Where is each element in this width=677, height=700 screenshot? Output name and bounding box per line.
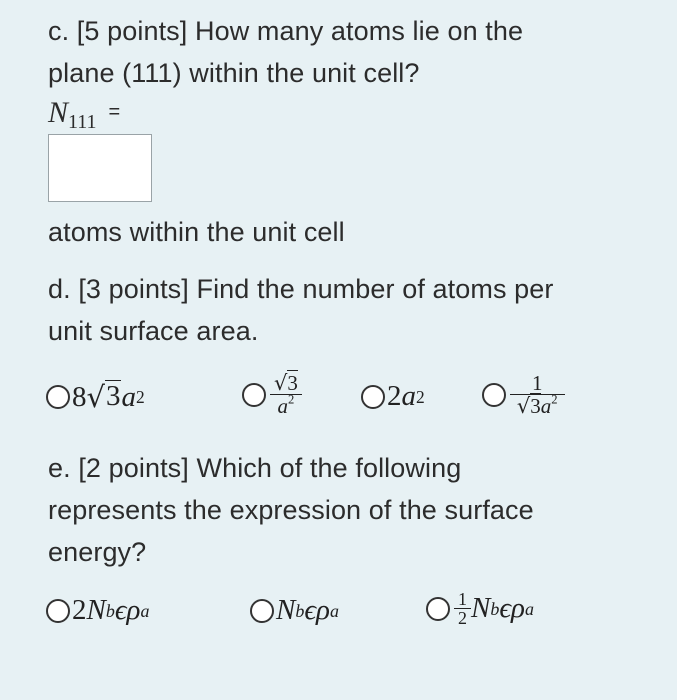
part-d-option-4[interactable] bbox=[482, 372, 565, 417]
radical-icon: √ bbox=[274, 371, 288, 395]
part-c-question bbox=[48, 10, 523, 94]
radio-button[interactable] bbox=[46, 599, 70, 623]
n111-label bbox=[48, 96, 120, 136]
epsilon: ϵ bbox=[304, 594, 317, 626]
radical-icon: √ bbox=[516, 394, 531, 418]
part-d-option-3[interactable]: 2 a 2 bbox=[361, 380, 425, 413]
rho: ρ bbox=[316, 594, 330, 626]
coef: 8 bbox=[72, 380, 87, 413]
var: a bbox=[121, 380, 136, 413]
part-d-options bbox=[46, 372, 646, 432]
denominator bbox=[513, 392, 562, 418]
var: a bbox=[401, 380, 416, 412]
rho: ρ bbox=[126, 594, 141, 626]
radicand: 3 bbox=[287, 371, 298, 395]
numerator bbox=[270, 372, 302, 395]
var: a bbox=[540, 394, 552, 418]
coef: 2 bbox=[387, 380, 402, 412]
part-c-line-1: c. [5 points] How many atoms lie on the bbox=[48, 16, 524, 46]
radicand: 3 bbox=[105, 380, 121, 412]
epsilon: ϵ bbox=[114, 594, 127, 626]
coef: 2 bbox=[72, 594, 87, 626]
part-e-options bbox=[46, 590, 646, 650]
radio-button[interactable] bbox=[426, 597, 450, 621]
radio-button[interactable] bbox=[482, 383, 506, 407]
exponent: 2 bbox=[288, 392, 295, 407]
n-symbol: N bbox=[48, 96, 69, 129]
part-e-question bbox=[48, 447, 534, 573]
fraction bbox=[454, 590, 471, 627]
epsilon: ϵ bbox=[499, 592, 512, 624]
part-e-option-2[interactable]: N b ϵ ρ a bbox=[250, 594, 339, 627]
part-e-line-1: e. [2 points] Which of the following bbox=[48, 453, 462, 483]
radio-button[interactable] bbox=[242, 383, 266, 407]
numerator: 1 bbox=[454, 590, 471, 609]
fraction bbox=[510, 372, 565, 417]
part-e-line-2: represents the expression of the surface bbox=[48, 495, 534, 525]
radio-button[interactable] bbox=[46, 385, 70, 409]
n-subscript: 111 bbox=[68, 111, 97, 133]
numerator: 1 bbox=[510, 372, 565, 395]
part-c-line-2: plane (111) within the unit cell? bbox=[48, 58, 420, 88]
fraction bbox=[270, 372, 302, 417]
radical-icon: √ bbox=[86, 380, 105, 414]
part-e-line-3: energy? bbox=[48, 537, 147, 567]
answer-input-box[interactable] bbox=[48, 134, 152, 202]
part-d-line-1: d. [3 points] Find the number of atoms per bbox=[48, 274, 554, 304]
part-c-unit-text: atoms within the unit cell bbox=[48, 217, 345, 247]
var-n: N bbox=[276, 594, 296, 626]
rho: ρ bbox=[511, 592, 525, 624]
denominator: 2 bbox=[458, 608, 467, 628]
var: a bbox=[277, 394, 289, 418]
part-e-option-3[interactable]: $\frac{1}{2}$ N b ϵ ρ a bbox=[426, 590, 534, 627]
part-e-option-1[interactable]: 2 N b ϵ ρ a bbox=[46, 594, 149, 627]
equals-sign: = bbox=[108, 101, 121, 123]
var-n: N bbox=[471, 592, 491, 624]
part-d-line-2: unit surface area. bbox=[48, 316, 259, 346]
var-n: N bbox=[86, 594, 106, 626]
radio-button[interactable] bbox=[361, 385, 385, 409]
part-d-question bbox=[48, 268, 553, 352]
exponent: 2 bbox=[551, 392, 558, 407]
radio-button[interactable] bbox=[250, 599, 274, 623]
sqrt bbox=[87, 380, 122, 414]
denominator bbox=[274, 392, 299, 418]
part-d-option-2[interactable] bbox=[242, 372, 302, 417]
part-d-option-1[interactable]: 8 √ 3 a 2 bbox=[46, 380, 145, 414]
radicand: 3 bbox=[530, 394, 541, 418]
